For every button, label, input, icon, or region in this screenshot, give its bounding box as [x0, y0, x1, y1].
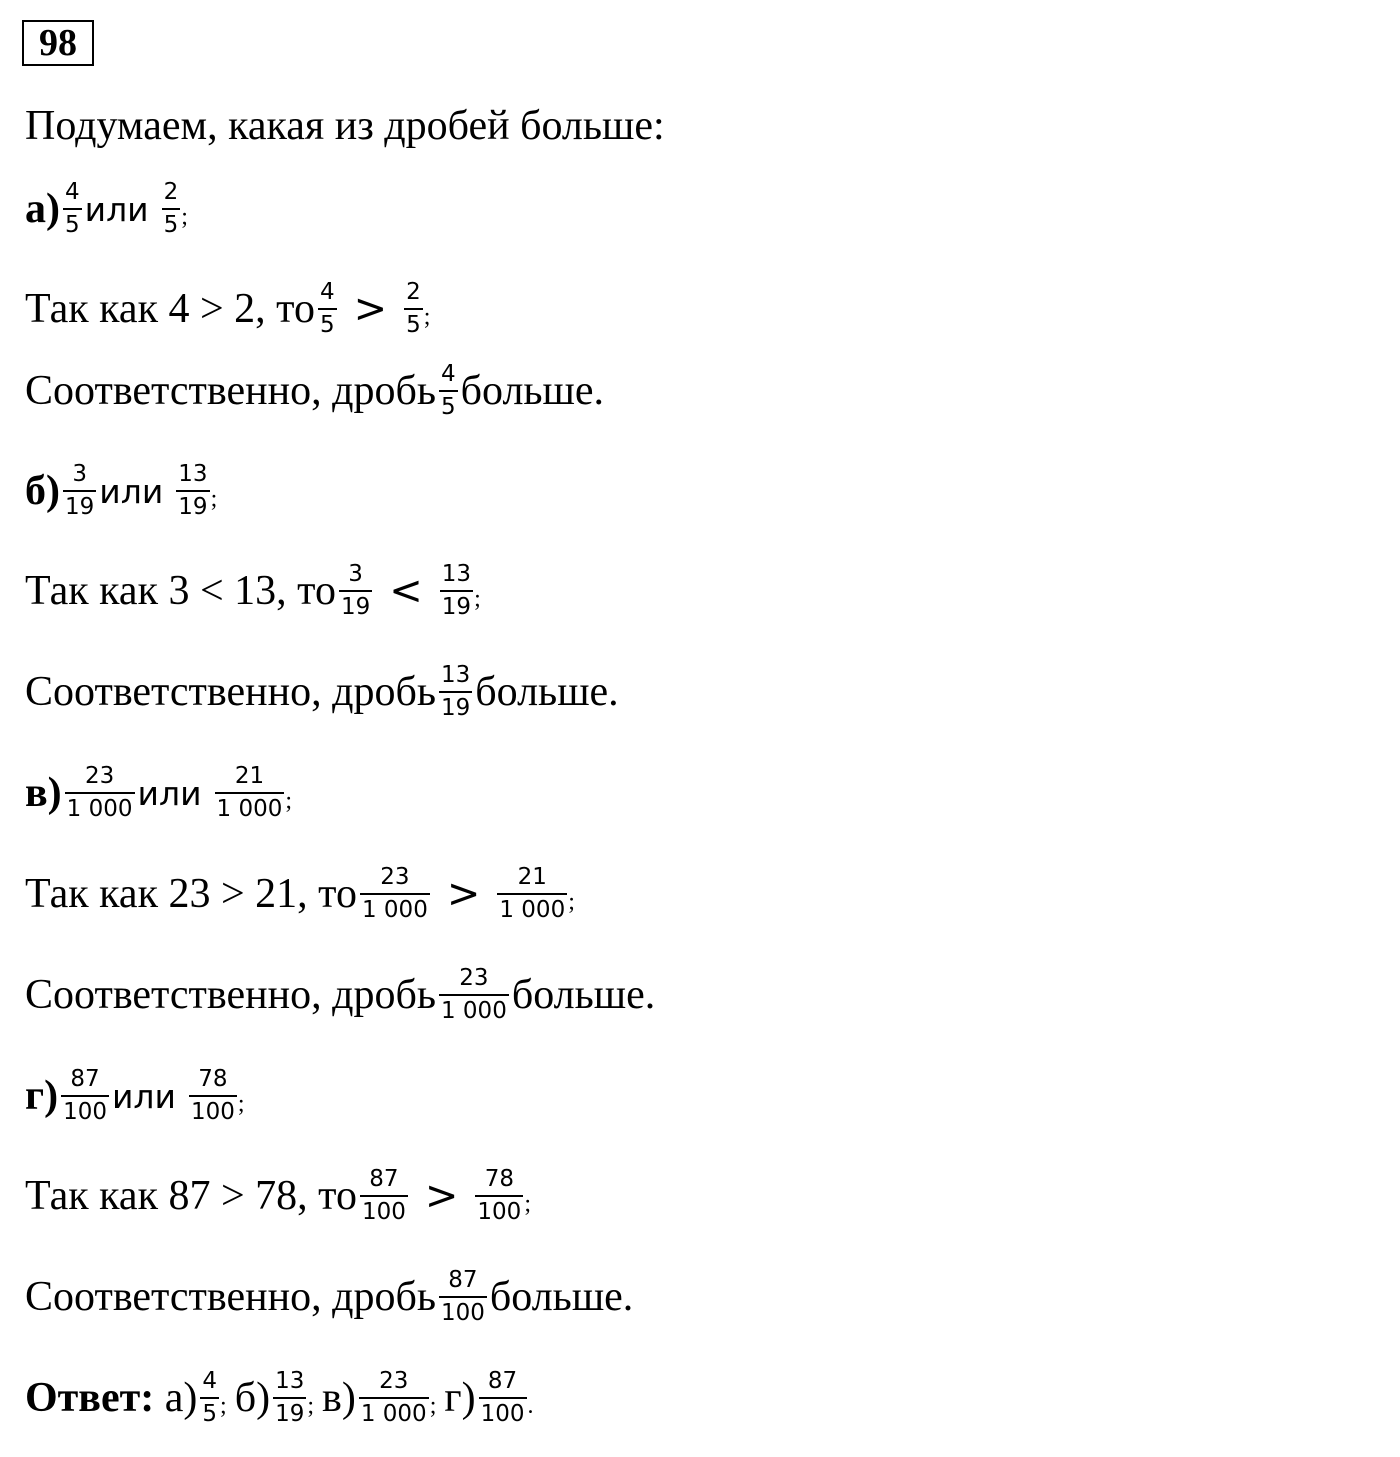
answer-label: Ответ:	[25, 1375, 155, 1422]
part-label: а)	[25, 186, 60, 233]
fraction: $\frac{13}{19}$	[275, 1368, 305, 1427]
part-label: б)	[25, 468, 60, 515]
fraction: $\frac{4}{5}$	[319, 279, 335, 338]
fraction: $\frac{78}{100}$	[477, 1166, 522, 1225]
part-label: в)	[25, 770, 62, 817]
fraction: $\frac{13}{19}$	[178, 461, 208, 520]
comparison-sign: >	[424, 1173, 459, 1220]
fraction: $\frac{4}{5}$	[202, 1368, 218, 1427]
fraction: $\frac{87}{100}$	[480, 1368, 525, 1427]
part-a-question: а) $\frac{4}{5}$ или $\frac{2}{5}$ ;	[25, 179, 188, 238]
comparison-sign: >	[353, 286, 388, 333]
part-d-conclusion: Соответственно, дробь $\frac{87}{100}$ больше.	[25, 1267, 634, 1326]
intro-text: Подумаем, какая из дробей больше:	[25, 103, 665, 149]
or-word: или	[84, 189, 149, 229]
condition: 3 < 13	[168, 568, 277, 615]
part-c-conclusion: Соответственно, дробь $\frac{23}{1 000}$ больше.	[25, 965, 656, 1024]
fraction: $\frac{21}{1 000}$	[216, 763, 283, 822]
part-label: г)	[25, 1073, 59, 1120]
fraction: $\frac{4}{5}$	[65, 179, 80, 238]
fraction: $\frac{78}{100}$	[190, 1066, 235, 1125]
part-c-comparison: Так как 23 > 21 , то $\frac{23}{1 000}$ > $\frac{21}{1 000}$ ;	[25, 864, 575, 923]
fraction: $\frac{87}{100}$	[361, 1166, 406, 1225]
part-a-conclusion: Соответственно, дробь $\frac{4}{5}$ больше.	[25, 361, 605, 420]
fraction: $\frac{4}{5}$	[440, 361, 456, 420]
comparison-sign: >	[446, 871, 481, 918]
fraction: $\frac{23}{1 000}$	[360, 1368, 427, 1427]
fraction: $\frac{21}{1 000}$	[499, 864, 566, 923]
fraction: $\frac{87}{100}$	[63, 1066, 107, 1125]
problem-number: 98	[22, 20, 94, 66]
fraction: $\frac{13}{19}$	[440, 662, 471, 721]
part-c-question: в) $\frac{23}{1 000}$ или $\frac{21}{1 000}$ ;	[25, 763, 293, 822]
part-d-comparison: Так как 87 > 78 , то $\frac{87}{100}$ > $\frac{78}{100}$ ;	[25, 1166, 531, 1225]
condition: 4 > 2	[168, 286, 256, 333]
fraction: $\frac{23}{1 000}$	[440, 965, 507, 1024]
part-d-question: г) $\frac{87}{100}$ или $\frac{78}{100}$ ;	[25, 1066, 245, 1125]
or-word: или	[137, 773, 202, 813]
or-word: или	[99, 471, 164, 511]
fraction: $\frac{23}{1 000}$	[361, 864, 428, 923]
condition: 23 > 21	[168, 871, 298, 918]
fraction: $\frac{2}{5}$	[406, 279, 421, 338]
part-a-comparison: Так как 4 > 2 , то $\frac{4}{5}$ > $\frac{2}{5}$ ;	[25, 279, 431, 338]
fraction: $\frac{3}{19}$	[65, 461, 95, 520]
fraction: $\frac{13}{19}$	[441, 561, 472, 620]
comparison-sign: <	[389, 568, 423, 615]
part-b-conclusion: Соответственно, дробь $\frac{13}{19}$ больше.	[25, 662, 619, 721]
answer-line: Ответ: а) $\frac{4}{5}$ ; б) $\frac{13}{19}$ ; в) $\frac{23}{1 000}$ ; г) $\frac{87}{100}$ .	[25, 1368, 534, 1427]
or-word: или	[111, 1076, 176, 1116]
fraction: $\frac{87}{100}$	[440, 1267, 485, 1326]
fraction: $\frac{23}{1 000}$	[66, 763, 133, 822]
fraction: $\frac{2}{5}$	[163, 179, 179, 238]
part-b-comparison: Так как 3 < 13 , то $\frac{3}{19}$ < $\frac{13}{19}$ ;	[25, 561, 481, 620]
fraction: $\frac{3}{19}$	[340, 561, 371, 620]
condition: 87 > 78	[168, 1173, 298, 1220]
part-b-question: б) $\frac{3}{19}$ или $\frac{13}{19}$ ;	[25, 461, 218, 520]
